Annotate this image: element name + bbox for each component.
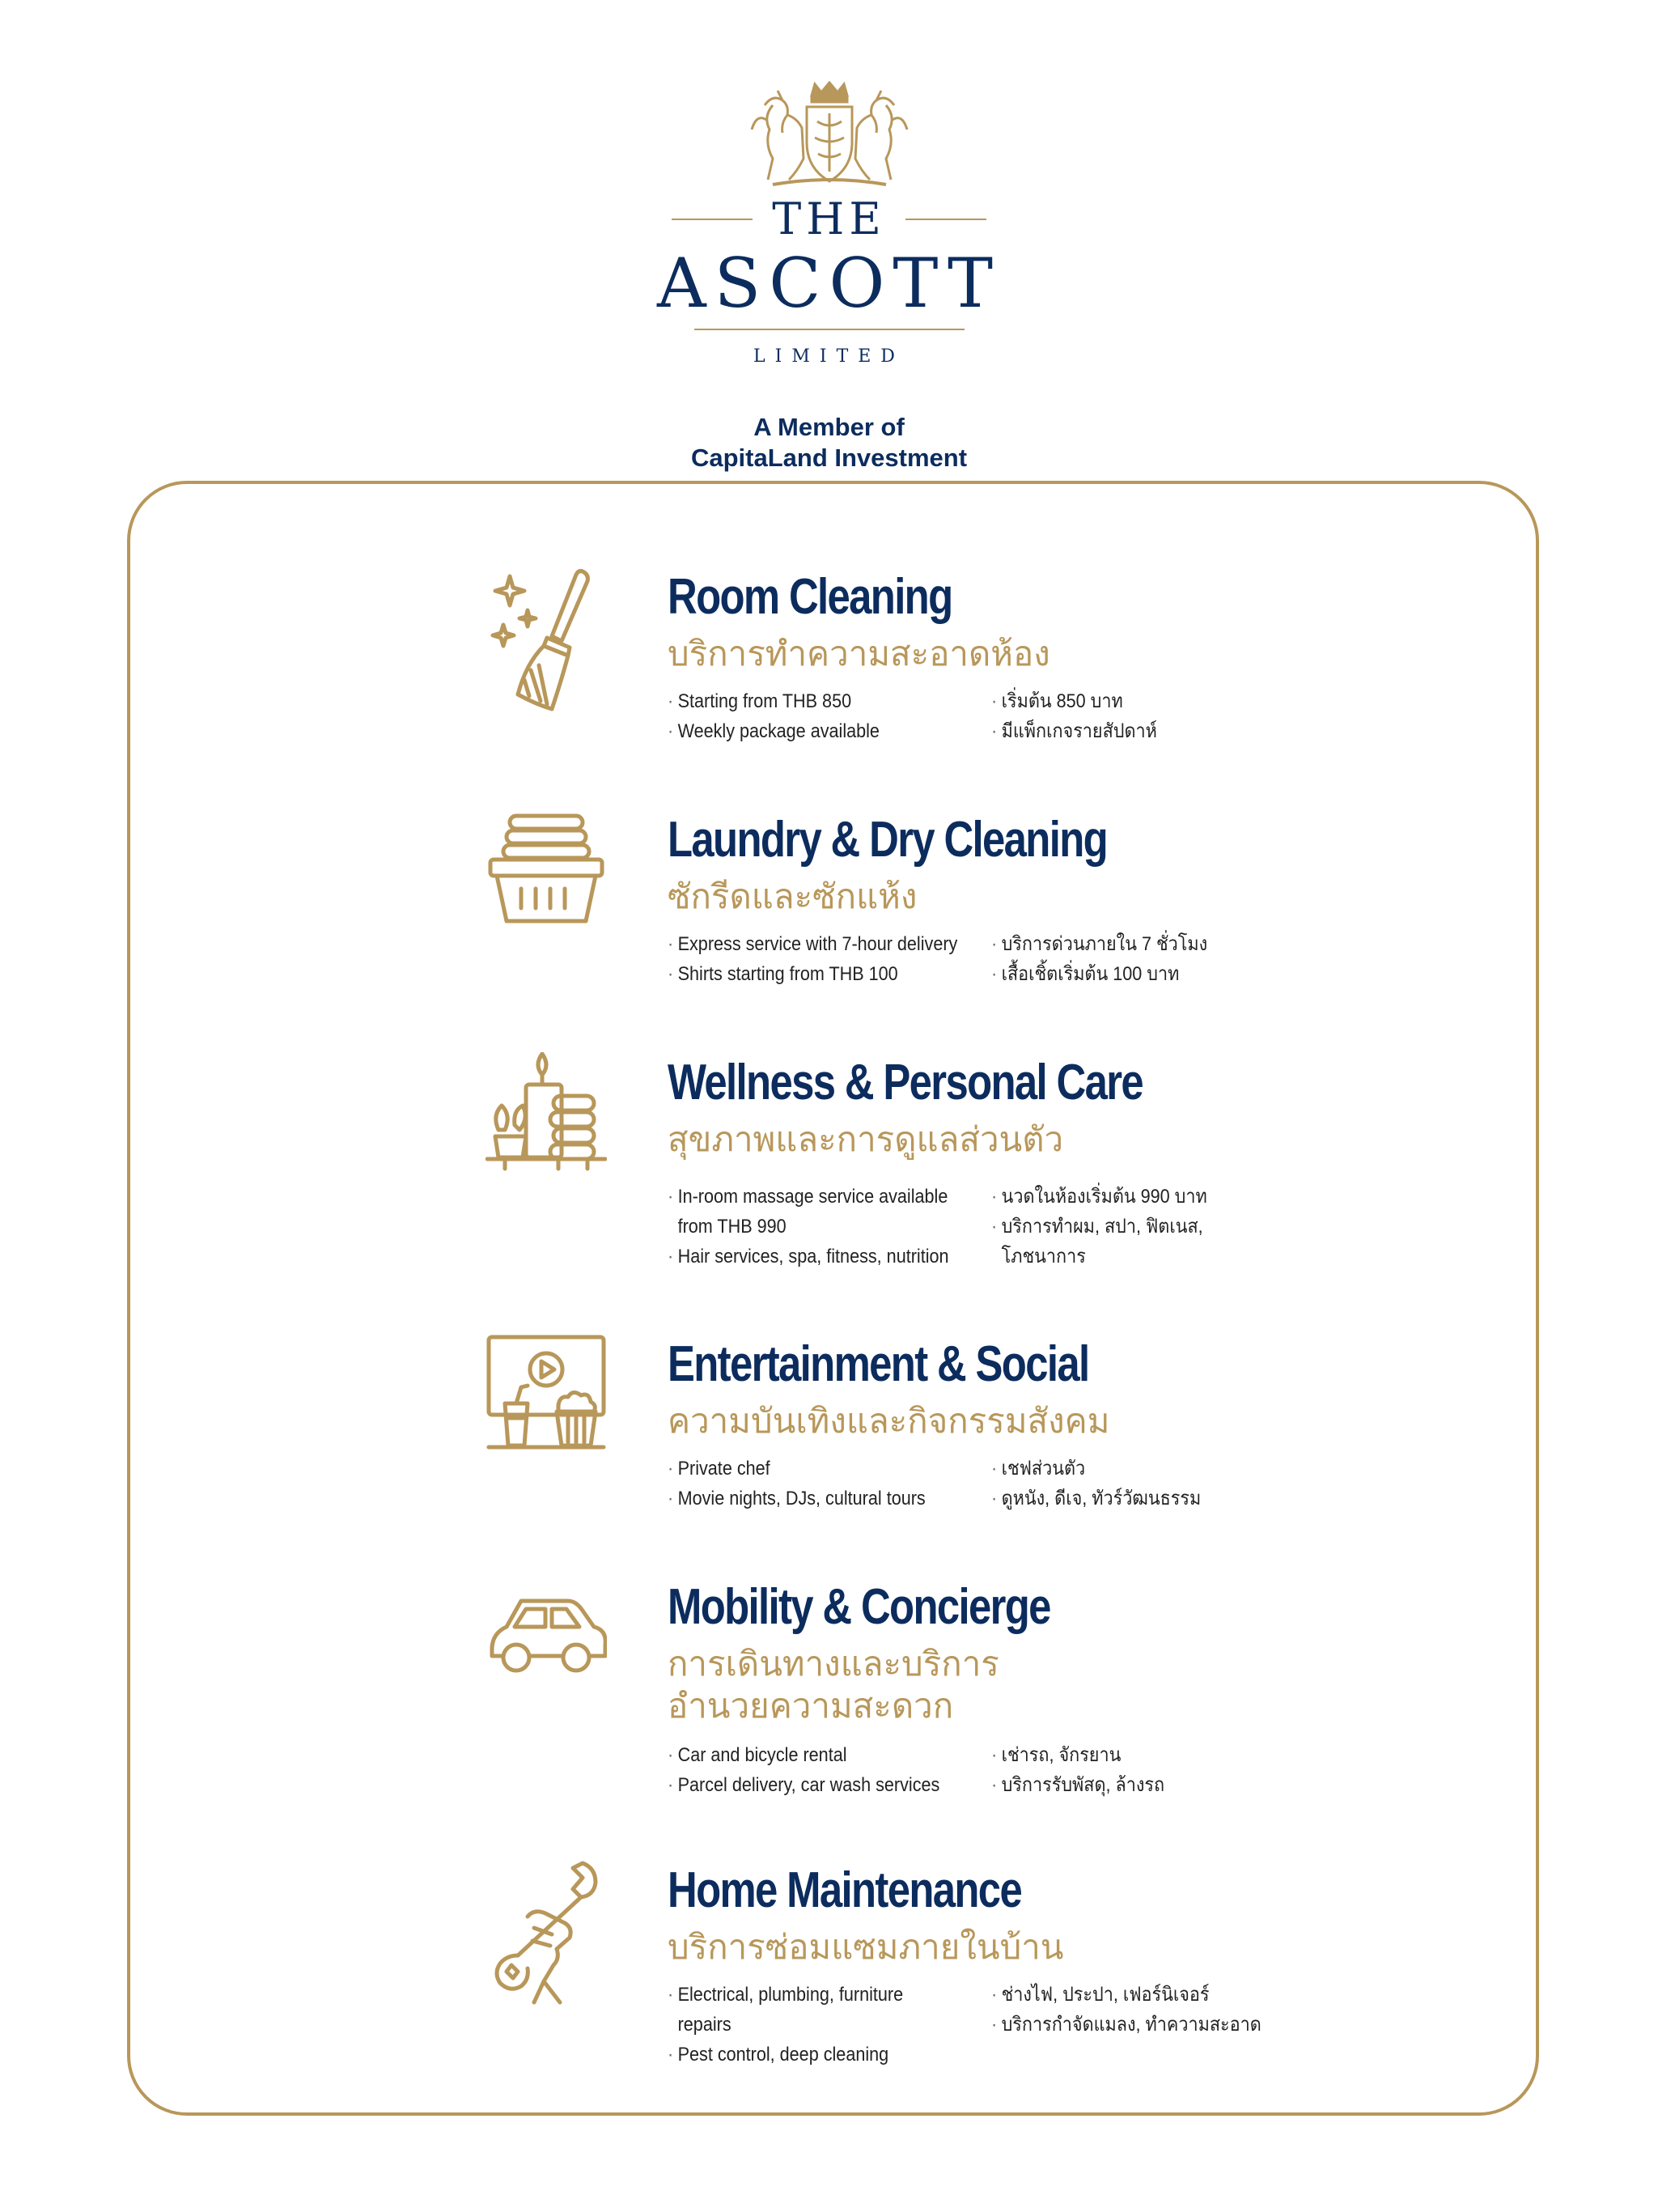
service-details	[668, 929, 1315, 989]
details-english	[668, 1980, 991, 2070]
divider	[694, 329, 965, 330]
brand-the: THE	[772, 193, 886, 244]
details-english	[668, 1182, 991, 1272]
wrench-hand-icon	[486, 1860, 607, 2006]
detail-item: · บริการทำผม, สปา, ฟิตเนส, โภชนาการ	[991, 1212, 1283, 1272]
service-title-thai: ซักรีดและซักแห้ง	[668, 877, 918, 915]
details-thai	[991, 929, 1315, 989]
service-title: Entertainment & Social	[668, 1336, 1089, 1392]
spa-candle-icon	[486, 1052, 607, 1198]
detail-item: · Pest control, deep cleaning	[668, 2040, 959, 2070]
detail-item: · เชฟส่วนตัว	[991, 1454, 1283, 1484]
detail-item: · เช่ารถ, จักรยาน	[991, 1740, 1283, 1770]
brand-name: ASCOTT	[657, 244, 1001, 323]
wordmark	[657, 193, 1001, 367]
detail-item: · Hair services, spa, fitness, nutrition	[668, 1242, 959, 1272]
details-english	[668, 1454, 991, 1514]
detail-item: · Weekly package available	[668, 716, 959, 746]
car-icon	[486, 1577, 607, 1722]
member-line-1: A Member of	[753, 413, 905, 441]
details-thai	[991, 1980, 1315, 2070]
service-details	[668, 1182, 1315, 1272]
detail-item: · ช่างไฟ, ประปา, เฟอร์นิเจอร์	[991, 1980, 1283, 2010]
service-title: Home Maintenance	[668, 1862, 1022, 1918]
detail-item: · เสื้อเชิ้ตเริ่มต้น 100 บาท	[991, 959, 1283, 989]
detail-item: · บริการรับพัสดุ, ล้างรถ	[991, 1770, 1283, 1800]
service-wellness	[486, 1052, 1457, 1267]
service-details	[668, 1980, 1315, 2070]
detail-item: · เริ่มต้น 850 บาท	[991, 686, 1283, 716]
detail-item: · ดูหนัง, ดีเจ, ทัวร์วัฒนธรรม	[991, 1484, 1283, 1514]
service-title: Wellness & Personal Care	[668, 1055, 1143, 1110]
detail-item: · Express service with 7-hour delivery	[668, 929, 959, 959]
divider	[672, 219, 753, 220]
divider	[905, 219, 986, 220]
detail-item: · บริการด่วนภายใน 7 ชั่วโมง	[991, 929, 1283, 959]
detail-item: · Movie nights, DJs, cultural tours	[668, 1484, 959, 1514]
detail-item: · บริการกำจัดแมลง, ทำความสะอาด	[991, 2010, 1283, 2040]
service-title-thai: บริการซ่อมแซมภายในบ้าน	[668, 1928, 1064, 1966]
service-room-cleaning	[486, 567, 1457, 761]
service-home-maintenance	[486, 1860, 1457, 2066]
detail-item: · Car and bicycle rental	[668, 1740, 959, 1770]
service-details	[668, 1740, 1315, 1800]
broom-icon	[486, 567, 607, 712]
crest-emblem-icon	[740, 81, 918, 194]
service-details	[668, 686, 1315, 746]
service-title-thai: ความบันเทิงและกิจกรรมสังคม	[668, 1402, 1110, 1440]
service-title-thai: บริการทำความสะอาดห้อง	[668, 635, 1050, 673]
detail-item: · นวดในห้องเริ่มต้น 990 บาท	[991, 1182, 1283, 1212]
service-title: Mobility & Concierge	[668, 1579, 1050, 1635]
details-thai	[991, 1740, 1315, 1800]
details-thai	[991, 1454, 1315, 1514]
service-title-thai: สุขภาพและการดูแลส่วนตัว	[668, 1120, 1064, 1158]
member-line-2: CapitaLand Investment	[690, 444, 968, 472]
details-thai	[991, 686, 1315, 746]
detail-item: · Parcel delivery, car wash services	[668, 1770, 959, 1800]
details-english	[668, 929, 991, 989]
detail-item: · Starting from THB 850	[668, 686, 959, 716]
brand-suffix: LIMITED	[753, 346, 905, 367]
detail-item: · In-room massage service available from THB 990	[668, 1182, 959, 1242]
detail-item: · มีแพ็กเกจรายสัปดาห์	[991, 716, 1283, 746]
service-title: Laundry & Dry Cleaning	[668, 812, 1108, 868]
service-title-thai: การเดินทางและบริการ อำนวยความสะดวก	[668, 1645, 999, 1725]
details-english	[668, 686, 991, 746]
service-title: Room Cleaning	[668, 569, 952, 625]
details-thai	[991, 1182, 1315, 1272]
logo-block	[0, 81, 1658, 473]
service-laundry	[486, 809, 1457, 1004]
member-statement	[691, 412, 967, 473]
service-entertainment	[486, 1334, 1457, 1528]
service-mobility	[486, 1577, 1457, 1796]
detail-item: · Shirts starting from THB 100	[668, 959, 959, 989]
detail-item: · Electrical, plumbing, furniture repairs	[668, 1980, 959, 2040]
laundry-basket-icon	[486, 809, 607, 955]
details-english	[668, 1740, 991, 1800]
the-line	[672, 193, 986, 244]
detail-item: · Private chef	[668, 1454, 959, 1484]
service-details	[668, 1454, 1315, 1514]
movie-popcorn-icon	[486, 1334, 607, 1480]
